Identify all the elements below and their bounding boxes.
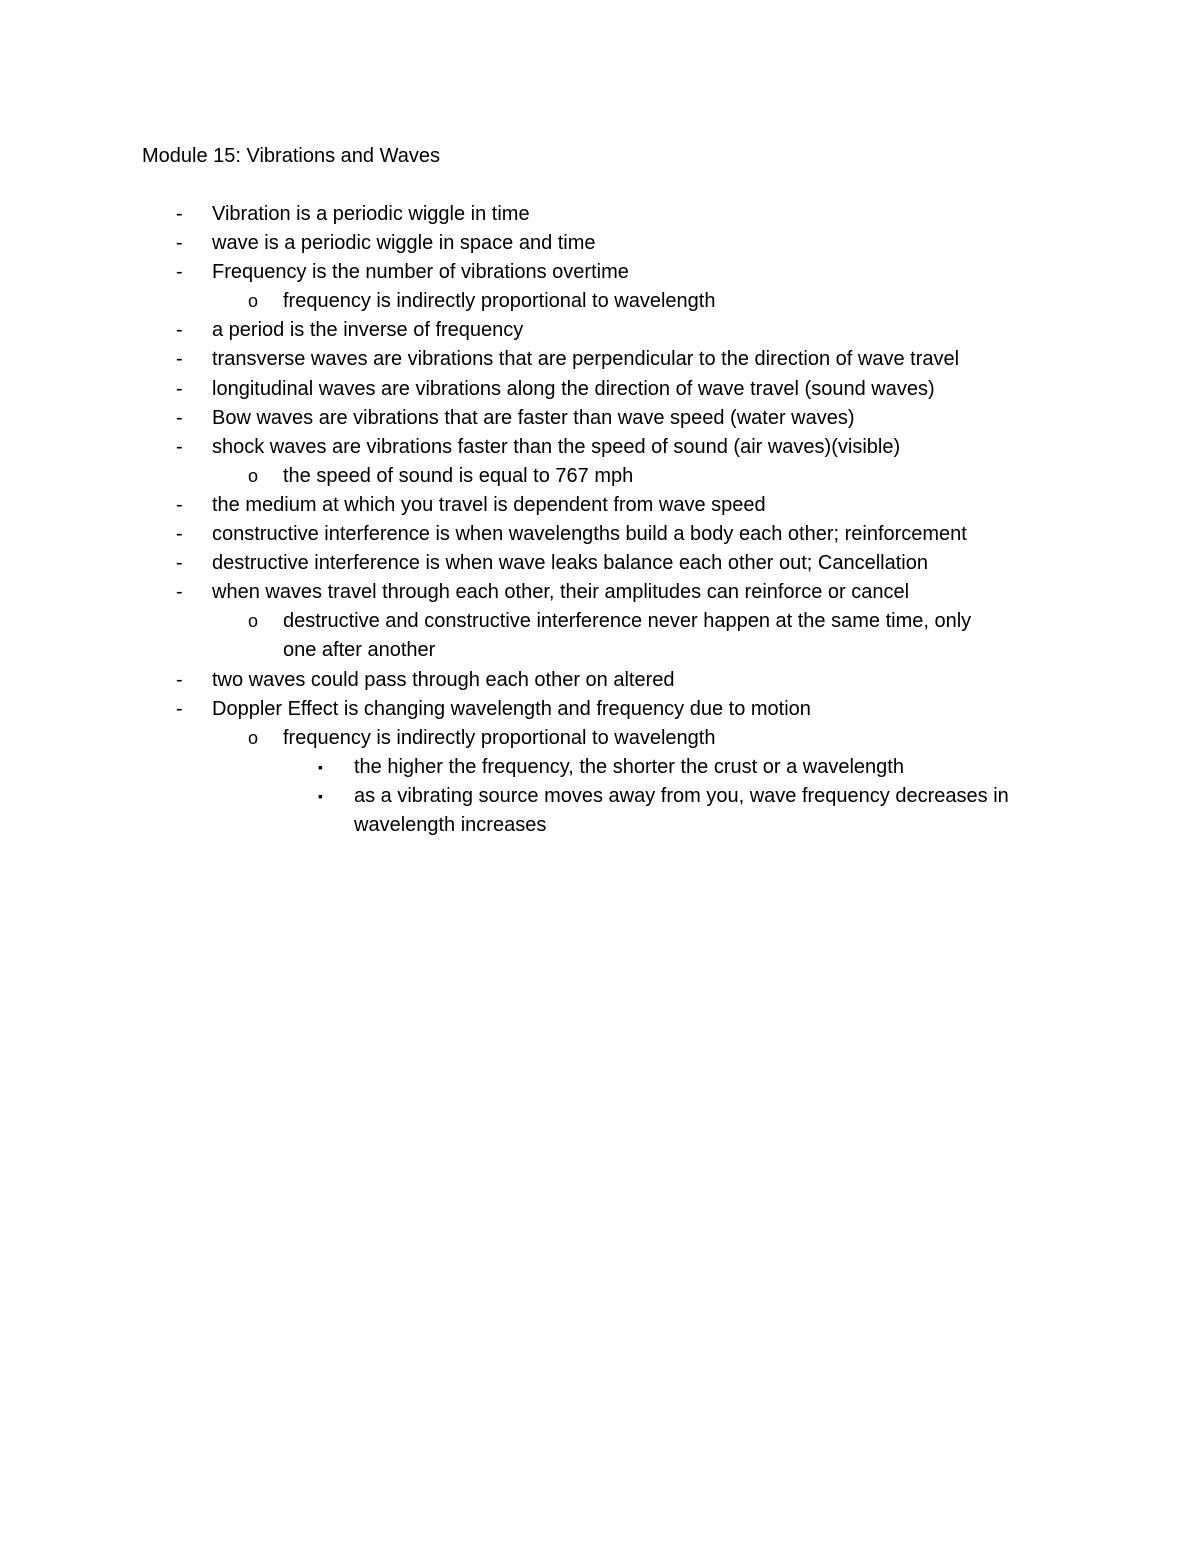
list-item-text: destructive interference is when wave leaks balance each other out; Cancellation [212, 552, 928, 575]
list-item-text: a period is the inverse of frequency [212, 319, 524, 342]
list-item-text: frequency is indirectly proportional to wavelength [283, 726, 716, 749]
list-item-text: Frequency is the number of vibrations overtime [212, 261, 629, 284]
list-item [0, 520, 1200, 549]
list-item-text: Doppler Effect is changing wavelength and frequency due to motion [212, 697, 811, 720]
list-item-text: the speed of sound is equal to 767 mph [283, 464, 634, 487]
list-item [0, 375, 1200, 404]
list-item-text: Bow waves are vibrations that are faster than wave speed (water waves) [212, 406, 855, 429]
list-item-text: shock waves are vibrations faster than the speed of sound (air waves)(visible) [212, 435, 901, 458]
list-item-text: the higher the frequency, the shorter the crust or a wavelength [354, 755, 904, 778]
circle-bullet: o [248, 465, 259, 486]
sub-list-item [0, 462, 1200, 491]
list-item-text: frequency is indirectly proportional to wavelength [283, 290, 716, 313]
list-item [0, 549, 1200, 578]
list-item-text: the medium at which you travel is dependent from wave speed [212, 493, 766, 516]
list-item [0, 229, 1200, 258]
sub-list-item [0, 607, 1200, 636]
list-item-text: transverse waves are vibrations that are perpendicular to the direction of wave travel [212, 348, 960, 371]
dash-bullet: - [176, 232, 183, 255]
square-bullet: ▪ [318, 787, 323, 804]
list-item-continuation [0, 811, 1200, 840]
dash-bullet: - [176, 348, 183, 371]
sub-sub-list-item [0, 782, 1200, 811]
dash-bullet: - [176, 203, 183, 225]
list-item [0, 491, 1200, 520]
list-item [0, 578, 1200, 607]
page-title: Module 15: Vibrations and Waves [142, 145, 440, 167]
list-item [0, 695, 1200, 724]
dash-bullet: - [176, 319, 183, 342]
sub-sub-list-item [0, 753, 1200, 782]
dash-bullet: - [176, 668, 183, 691]
list-item-text: Vibration is a periodic wiggle in time [212, 203, 530, 225]
dash-bullet: - [176, 697, 183, 720]
list-item-text: destructive and constructive interference never happen at the same time, only [283, 610, 972, 633]
dash-bullet: - [176, 523, 183, 546]
list-item [0, 433, 1200, 462]
list-item-text: as a vibrating source moves away from you, wave frequency decreases in [354, 784, 1009, 807]
list-item [0, 258, 1200, 287]
circle-bullet: o [248, 727, 259, 748]
dash-bullet: - [176, 435, 183, 458]
dash-bullet: - [176, 377, 183, 400]
list-item-text: when waves travel through each other, their amplitudes can reinforce or cancel [212, 581, 910, 604]
dash-bullet: - [176, 581, 183, 604]
dash-bullet: - [176, 493, 183, 516]
list-item-continuation [0, 636, 1200, 665]
notes-list [0, 200, 1200, 840]
sub-list-item [0, 287, 1200, 316]
list-item [0, 345, 1200, 374]
list-item-text: two waves could pass through each other on altered [212, 668, 675, 691]
list-item-text: wavelength increases [354, 813, 547, 836]
square-bullet: ▪ [318, 758, 323, 775]
list-item [0, 404, 1200, 433]
list-item-text: one after another [283, 639, 436, 662]
dash-bullet: - [176, 261, 183, 284]
circle-bullet: o [248, 291, 259, 312]
dash-bullet: - [176, 552, 183, 575]
list-item-text: wave is a periodic wiggle in space and time [212, 232, 596, 255]
list-item [0, 666, 1200, 695]
circle-bullet: o [248, 611, 259, 632]
list-item [0, 316, 1200, 345]
list-item-text: longitudinal waves are vibrations along the direction of wave travel (sound waves) [212, 377, 935, 400]
dash-bullet: - [176, 406, 183, 429]
list-item [0, 200, 1200, 229]
sub-list-item [0, 724, 1200, 753]
list-item-text: constructive interference is when wavelengths build a body each other; reinforcement [212, 523, 967, 546]
